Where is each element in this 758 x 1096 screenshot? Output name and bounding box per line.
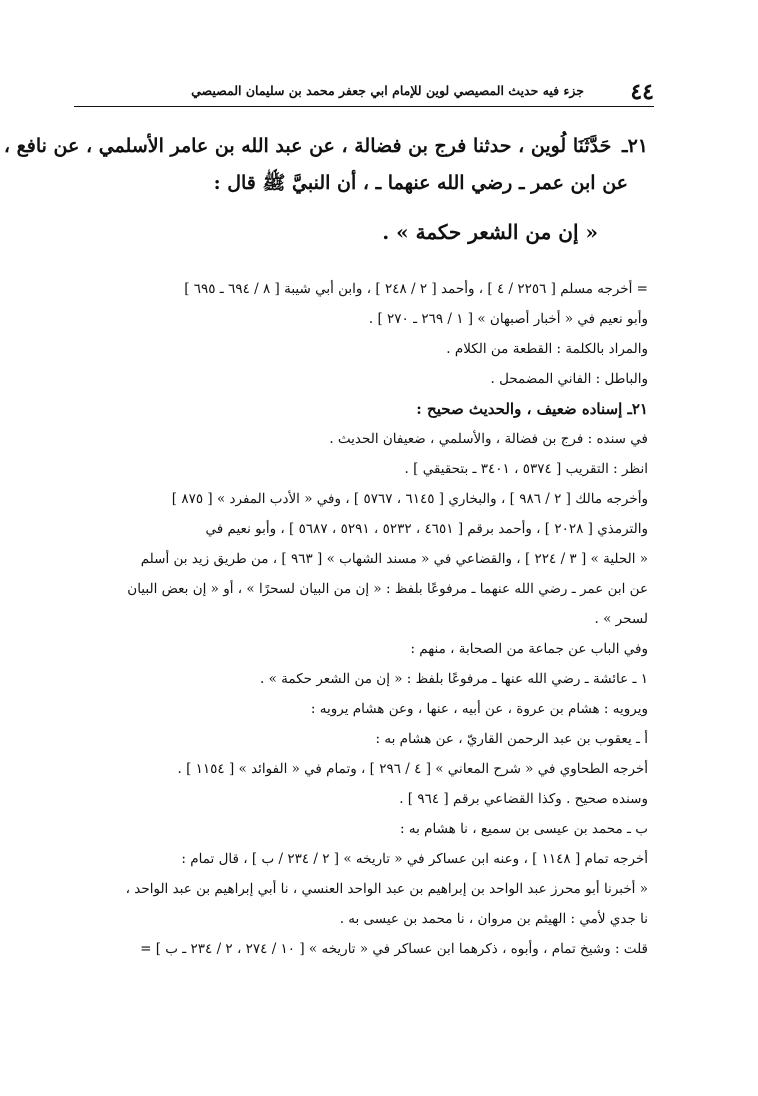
footnote-line: وأبو نعيم في « أخبار أصبهان » [ ١ / ٢٦٩ ـ ٢٧٠ ] . [368,311,648,327]
footnote-line: أخرجه الطحاوي في « شرح المعاني » [ ٤ / ٢٩٦ ] ، وتمام في « الفوائد » [ ١١٥٤ ] . [177,761,648,777]
footnote-line: وأخرجه مالك [ ٢ / ٩٨٦ ] ، والبخاري [ ٦١٤٥ ، ٥٧٦٧ ] ، وفي « الأدب المفرد » [ ٨٧٥ ] [171,491,648,507]
page-number: ٤٤ [630,79,654,105]
hadith-line-1 [3,131,648,161]
running-header [74,80,654,104]
footnote-line: وفي الباب عن جماعة من الصحابة ، منهم : [410,641,648,657]
footnote-line: « أخبرنا أبو محرز عبد الواحد بن إبراهيم بن عبد الواحد العنسي ، نا أبي إبراهيم بن عبد الواحد ، [125,881,648,897]
hadith-text-1: حَدَّثَنَا لُوين ، حدثنا فرج بن فضالة ، عن عبد الله بن عامر الأسلمي ، عن نافع ، [3,135,612,157]
footnote-line: عن ابن عمر ـ رضي الله عنهما ـ مرفوعًا بلفظ : « إن من البيان لسحرًا » ، أو « إن بعض البيان [127,581,648,597]
hadith-text-2: عن ابن عمر ـ رضي الله عنهما ـ ، أن النبيَّ ﷺ قال : [213,172,628,194]
footnote-line: قلت : وشيخ تمام ، وأبوه ، ذكرهما ابن عساكر في « تاريخه » [ ١٠ / ٢٧٤ ، ٢ / ٢٣٤ ـ ب ] = [140,941,648,957]
footnote-line: وسنده صحيح . وكذا القضاعي برقم [ ٩٦٤ ] . [399,791,648,807]
footnotes [70,274,648,964]
footnote-line: والباطل : الفاني المضمحل . [490,371,648,387]
footnote-line: والترمذي [ ٢٠٢٨ ] ، وأحمد برقم [ ٤٦٥١ ، ٥٢٣٢ ، ٥٢٩١ ، ٥٦٨٧ ] ، وأبو نعيم في [205,521,648,537]
hadith-line-2 [66,168,628,198]
footnote-line: في سنده : فرج بن فضالة ، والأسلمي ، ضعيفان الحديث . [329,431,648,447]
footnote-line: نا جدي لأمي : الهيثم بن مروان ، نا محمد بن عيسى به . [339,911,648,927]
footnote-line: أ ـ يعقوب بن عبد الرحمن القاريّ ، عن هشام به : [375,731,648,747]
footnote-line: ب ـ محمد بن عيسى بن سميع ، نا هشام به : [400,821,648,837]
header-divider [74,106,654,107]
hadith-number: ٢١ـ [622,135,648,157]
footnote-line: = أخرجه مسلم [ ٢٢٥٦ / ٤ ] ، وأحمد [ ٢ / ٢٤٨ ] ، وابن أبي شيبة [ ٨ / ٦٩٤ ـ ٦٩٥ ] [184,281,648,297]
footnote-line: والمراد بالكلمة : القطعة من الكلام . [446,341,648,357]
footnote-line: ٢١ـ إسناده ضعيف ، والحديث صحيح : [416,400,648,418]
footnote-line: أخرجه تمام [ ١١٤٨ ] ، وعنه ابن عساكر في « تاريخه » [ ٢ / ٢٣٤ / ب ] ، قال تمام : [181,851,648,867]
footnote-line: ١ ـ عائشة ـ رضي الله عنها ـ مرفوعًا بلفظ : « إن من الشعر حكمة » . [260,671,648,687]
footnote-line: لسحر » . [594,611,648,627]
footnote-line: « الحلية » [ ٣ / ٢٢٤ ] ، والقضاعي في « مسند الشهاب » [ ٩٦٣ ] ، من طريق زيد بن أسلم [140,551,648,567]
hadith-matn: « إن من الشعر حكمة » . [382,220,598,244]
header-title: جزء فيه حديث المصيصي لوين للإمام ابي جعفر محمد بن سليمان المصيصي [191,83,584,98]
footnote-line: ويرويه : هشام بن عروة ، عن أبيه ، عنها ، وعن هشام يرويه : [310,701,648,717]
footnote-line: انظر : التقريب [ ٥٣٧٤ ، ٣٤٠١ ـ بتحقيقي ] . [404,461,648,477]
